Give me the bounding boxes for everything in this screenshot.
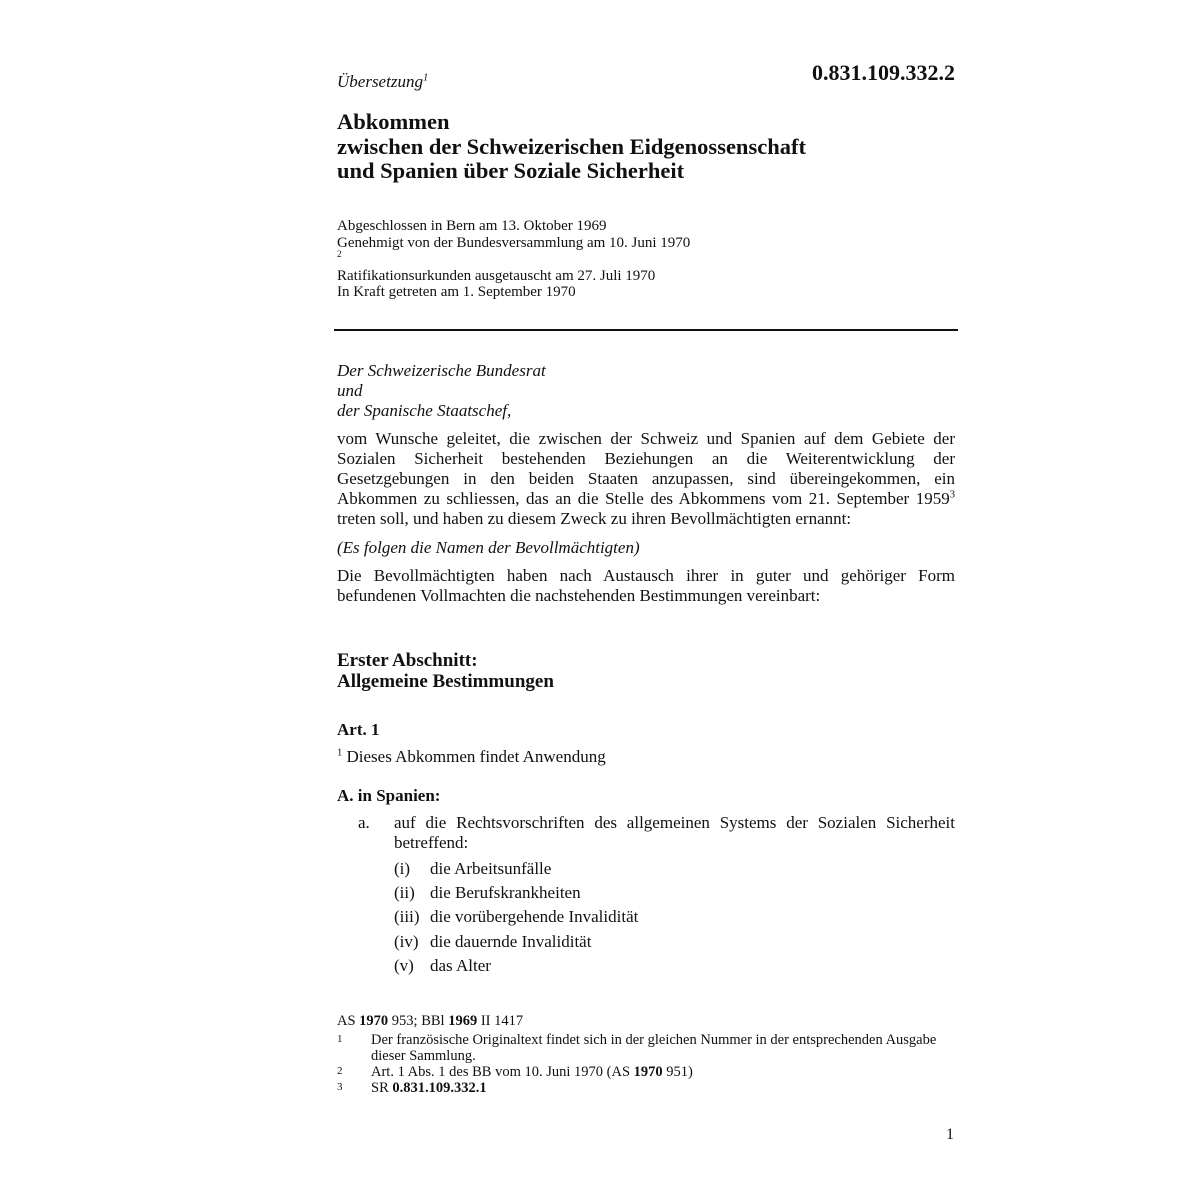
footnote-ref: 1	[422, 72, 429, 84]
list-item: (i) die Arbeitsunfälle	[394, 859, 552, 878]
document-title: Abkommen zwischen der Schweizerischen Eidgenossenschaft und Spanien über Soziale Sicherheit	[337, 109, 806, 183]
list-item-text: auf die Rechtsvorschriften des allgemeinen Systems der Sozialen Sicherheit betreffend:	[394, 813, 955, 852]
footnote-ref: 3	[949, 489, 955, 501]
article-paragraph: $^1$ Dieses Abkommen findet Anwendung	[337, 747, 606, 766]
approved-date: Genehmigt von der Bundesversammlung am 10. Juni 1970 $^2$	[337, 234, 691, 260]
article-heading: Art. 1	[337, 720, 380, 739]
contracting-parties: Der Schweizerische Bundesrat und der Spanische Staatschef,	[337, 361, 546, 420]
footnote-item: 3 SR 0.831.109.332.1	[337, 1080, 487, 1096]
footnotes	[337, 1013, 951, 1096]
ratified-date: Ratifikationsurkunden ausgetauscht am 27. Juli 1970	[337, 267, 656, 284]
list-item: (ii) die Berufskrankheiten	[394, 883, 581, 903]
plenipotentiaries-note: (Es folgen die Namen der Bevollmächtigten)	[337, 538, 640, 557]
spain-heading: A. in Spanien:	[337, 786, 441, 805]
footnote-item: 1 Der französische Originaltext findet sich in der gleichen Nummer in der entsprechenden Ausgabe dieser Sammlung.	[337, 1032, 937, 1064]
concluded-date: Abgeschlossen in Bern am 13. Oktober 1969	[337, 218, 607, 234]
agreement-paragraph: Die Bevollmächtigten haben nach Austausch ihrer in guter und gehöriger Form befundenen Vollmachten die nachstehenden Bestimmungen vereinbart:	[337, 566, 955, 605]
list-item: (v) das Alter	[394, 955, 491, 975]
horizontal-rule	[334, 329, 958, 331]
in-force-date: In Kraft getreten am 1. September 1970	[337, 284, 576, 300]
footnote-source: AS 1970 953; BBl 1969 II 1417	[337, 1013, 524, 1029]
list-item: (iii) die vorübergehende Invalidität	[394, 907, 639, 927]
section-heading: Erster Abschnitt: Allgemeine Bestimmungen	[337, 650, 554, 692]
footnote-ref: 2	[337, 250, 342, 260]
list-item-letter: a.	[358, 813, 370, 832]
footnote-item: 2 Art. 1 Abs. 1 des BB vom 10. Juni 1970 (AS 1970 951)	[337, 1064, 693, 1080]
page-number: 1	[946, 1126, 954, 1143]
paragraph-number: 1	[337, 747, 343, 759]
sub-item-list	[394, 857, 638, 978]
document-metadata	[337, 218, 690, 301]
document-number: 0.831.109.332.2	[812, 60, 955, 85]
list-item: (iv) die dauernde Invalidität	[394, 931, 592, 951]
translation-label: Übersetzung$^1$	[337, 72, 429, 91]
preamble-paragraph: vom Wunsche geleitet, die zwischen der Schweiz und Spanien auf dem Gebiete der Sozialen Sicherheit bestehenden Beziehungen an die Weiterentwicklung der Gesetzgebungen in den beiden Staaten anzupassen, sind übereingekommen, ein Abkommen zu schliessen, das an die Stelle des Abkommens vom 21. September 1959$^3$ treten soll, und haben zu diesem Zweck zu ihren Bevollmächtigten ernannt:	[337, 429, 955, 528]
